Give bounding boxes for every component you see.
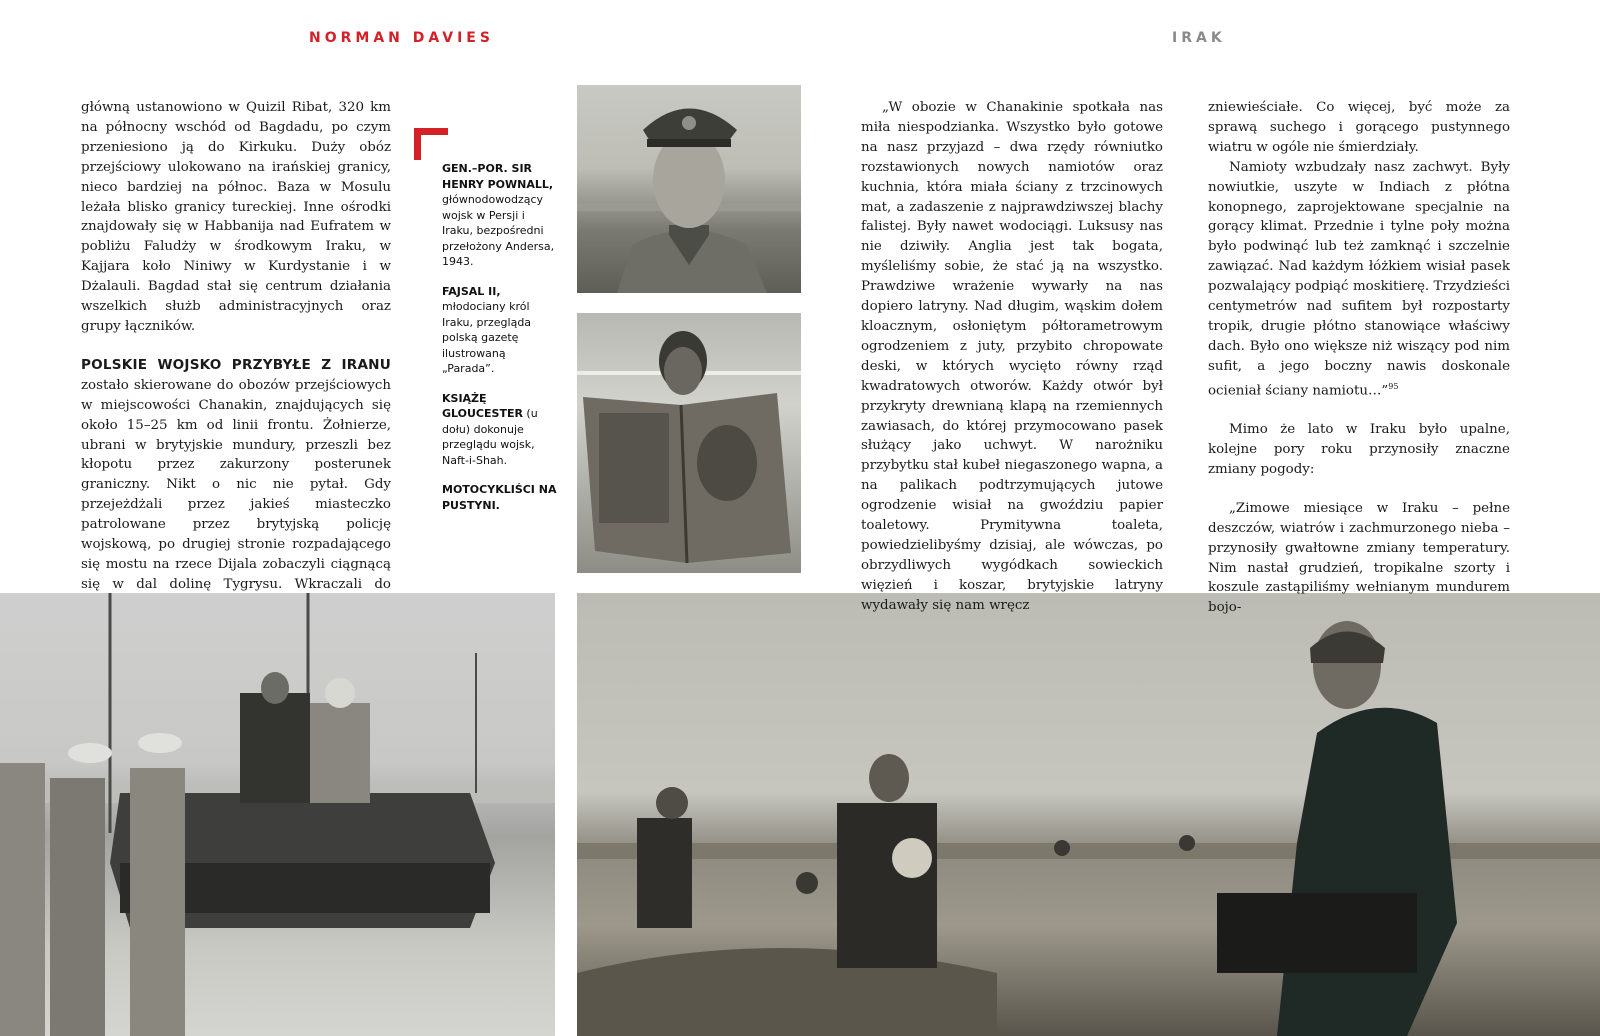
running-header-section: IRAK [1172, 30, 1226, 46]
caption-gloucester [442, 391, 557, 469]
paragraph: główną ustanowiono w Quizil Ribat, 320 km na północny wschód od Bagdadu, po czym przeniesiono ją do Kirkuku. Duży obóz przejściowy ulokowano na irańskiej granicy, nieco bardziej na północ. Baza w Mosulu leżała blisko granicy tureckiej. Inne ośrodki znajdowały się w Habbanija nad Eufratem w pobliżu Faludży w środkowym Iraku, w Kajjara koło Niniwy w Kurdystanie i w Dżalauli. Bagdad stał się centrum działania wszelkich służb administracyjnych oraz grupy łączników. [81, 100, 391, 334]
paragraph-text: zostało skierowane do obozów przejściowych w miejscowości Chanakin, znajdujących się około 15–25 km od linii frontu. Żołnierze, ubrani w brytyjskie mundury, przeszli bez kłopotu przez zakurzony posterunek graniczny. Nikt o nic nie pytał. Gdy przejeżdżali przez jakieś miasteczko patrolowane przez brytyjską policję wojskową, po drugiej stronie rozpadającego się mostu na rzece Dijala zobaczyli ciągnącą się w dal dolinę Tygrysu. Wkraczali do [81, 377, 391, 592]
paragraph: Mimo że lato w Iraku było upalne, kolejne pory roku przynosiły znaczne zmiany pogody: [1208, 422, 1510, 477]
paragraph: „Zimowe miesiące w Iraku – pełne deszczów, wiatrów i zachmurzonego nieba – przynosiły gwałtowne zmiany temperatury. Nim nastał grudzień, tropikalne szorty i koszule zastąpiliśmy wełnianym mundurem bojo- [1208, 500, 1510, 616]
photo-fajsal-reading-newspaper [577, 313, 801, 573]
paragraph [1208, 158, 1510, 401]
photo-captions [442, 161, 557, 527]
caption-text: młodociany król Iraku, przegląda polską gazetę ilustrowaną „Parada”. [442, 300, 532, 375]
paragraph: „W obozie w Chanakinie spotkała nas miła niespodzianka. Wszystko było gotowe na nasz przyjazd – dwa rzędy równiutko rozstawionych nowych namiotów oraz kuchnia, która miała ściany z trzcinowych mat, a zadaszenie z najprawdziwszej blachy falistej. Były nawet wodociągi. Luksusy nas nie dziwiły. Anglia jest tak bogata, myśleliśmy sobie, że stać ją na wszystko. Prawdziwe wrażenie wywarły na nas dopiero latryny. Nad długim, wąskim dołem kloacznym, osłoniętym półtorametrowym ogrodzeniem z juty, przybito chropowate deski, w których wycięto równy rząd kwadratowych otworów. Każdy otwór był przykryty drewnianą klapą na rzemiennych zawiasach, do której przymocowano pasek służący jako uchwyt. W narożniku przybytku stał kubeł niegaszonego wapna, a na palikach podtrzymujących jutowe ogrodzenie wisiał na gwoździu papier toaletowy. Prymitywna toaleta, powiedzielibyśmy dzisiaj, ale wówczas, po obrzydliwych wygódkach sowieckich więzień i koszar, brytyjskie latryny wydawały się nam wręcz [861, 100, 1163, 613]
section-heading: POLSKIE WOJSKO PRZYBYŁE Z IRANU [81, 356, 391, 373]
caption-subject: FAJSAL II, [442, 284, 501, 298]
photo-duke-gloucester-inspection [0, 593, 555, 1036]
running-header-author: NORMAN DAVIES [309, 30, 494, 46]
text-column-4 [1208, 98, 1510, 618]
paragraph [81, 356, 391, 615]
caption-subject: GEN.–POR. SIR HENRY POWNALL, [442, 162, 554, 191]
caption-subject: KSIĄŻĘ GLOUCESTER [442, 391, 523, 420]
caption-text: głównodowodzący wojsk w Persji i Iraku, bezpośredni przełożony Andersa, 1943. [442, 193, 555, 268]
paragraph-text: Namioty wzbudzały nasz zachwyt. Były nowiutkie, uszyte w Indiach z płótna konopnego, zaprojektowane specjalnie na gorący klimat. Przednie i tylne poły można było podwinąć lub też zamknąć i szczelnie zawiązać. Nad każdym łóżkiem wisiał pasek pozwalający podpiąć moskitierę. Trzydzieści centymetrów nad sufitem był rozpostarty tropik, drugie płótno stanowiące właściwy dach. Było ono większe niż wiszący pod nim sufit, a jego boczny nawis doskonale ocieniał ściany namiotu…” [1208, 159, 1510, 399]
footnote-marker: 95 [1388, 381, 1399, 391]
portrait-photo-pownall [577, 85, 801, 293]
caption-pownall [442, 161, 557, 270]
caption-motorcyclists [442, 482, 557, 513]
text-column-3 [861, 98, 1163, 616]
caption-bracket-mark [414, 128, 448, 160]
caption-subject: MOTOCYKLIŚCI NA PUSTYNI. [442, 483, 557, 512]
photo-motorcyclists-desert [577, 593, 1600, 1036]
caption-fajsal [442, 284, 557, 377]
caption-text: (u dołu) dokonuje przeglądu wojsk, Naft-i-Shah. [442, 407, 538, 467]
paragraph: zniewieściałe. Co więcej, być może za sprawą suchego i gorącego pustynnego wiatru w ogóle nie śmierdziały. [1208, 100, 1510, 155]
text-column-1 [81, 98, 391, 615]
